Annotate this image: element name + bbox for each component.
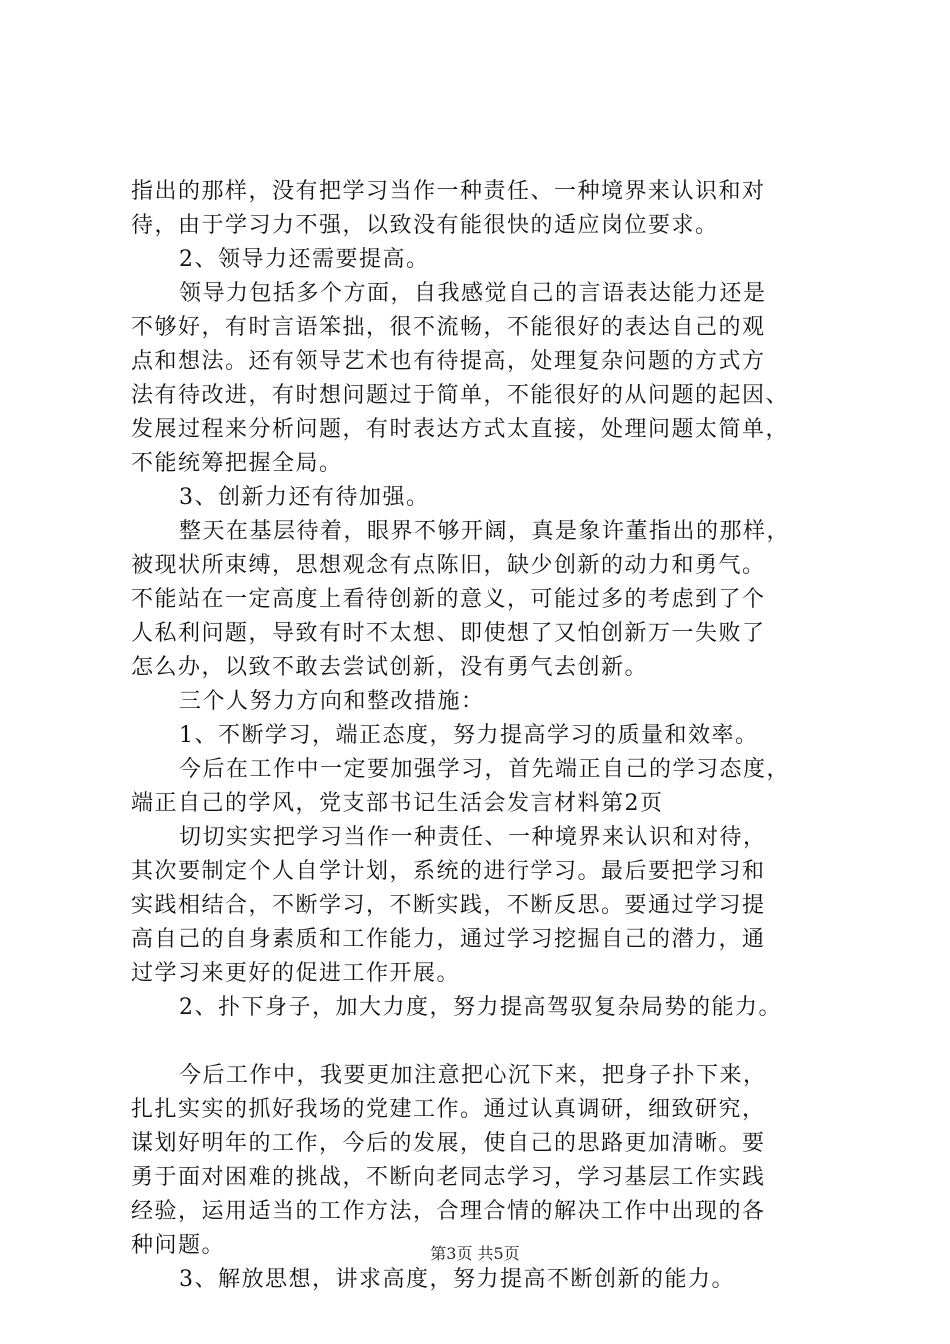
paragraph-line: 法有待改进，有时想问题过于简单，不能很好的从问题的起因、: [131, 383, 790, 408]
document-body: [131, 175, 831, 1297]
paragraph-line: 谋划好明年的工作，今后的发展，使自己的思路更加清晰。要: [131, 1131, 766, 1156]
paragraph-line: 经验，运用适当的工作方法，合理合情的解决工作中出现的各: [131, 1199, 766, 1224]
paragraph-line: 不能统筹把握全局。: [131, 451, 343, 476]
paragraph-line: 不能站在一定高度上看待创新的意义，可能过多的考虑到了个: [131, 587, 766, 612]
paragraph-line: 今后工作中，我要更加注意把心沉下来，把身子扑下来，: [179, 1063, 767, 1088]
paragraph-line: 发展过程来分析问题，有时表达方式太直接，处理问题太简单，: [131, 417, 790, 442]
paragraph-line: 人私利问题，导致有时不太想、即使想了又怕创新万一失败了: [131, 621, 766, 646]
page-footer: [0, 1244, 950, 1264]
paragraph-line: 点和想法。还有领导艺术也有待提高，处理复杂问题的方式方: [131, 349, 766, 374]
paragraph-line: 切切实实把学习当作一种责任、一种境界来认识和对待，: [179, 825, 767, 850]
section-heading: 三个人努力方向和整改措施：: [179, 689, 485, 714]
paragraph-line: 被现状所束缚，思想观念有点陈旧，缺少创新的动力和勇气。: [131, 553, 766, 578]
paragraph-line: 端正自己的学风，党支部书记生活会发言材料第2页: [131, 791, 664, 816]
paragraph-line: 实践相结合，不断学习，不断实践，不断反思。要通过学习提: [131, 893, 766, 918]
paragraph-line: 领导力包括多个方面，自我感觉自己的言语表达能力还是: [179, 281, 767, 306]
blank-line: [131, 1025, 831, 1059]
page-number: 第3页 共5页: [430, 1244, 520, 1263]
section-heading: 2、领导力还需要提高。: [179, 247, 430, 272]
paragraph-line: 怎么办，以致不敢去尝试创新，没有勇气去创新。: [131, 655, 649, 680]
paragraph-line: 指出的那样，没有把学习当作一种责任、一种境界来认识和对: [131, 179, 766, 204]
section-heading: 2、扑下身子，加大力度，努力提高驾驭复杂局势的能力。: [179, 995, 782, 1020]
paragraph-line: 过学习来更好的促进工作开展。: [131, 961, 461, 986]
paragraph-line: 扎扎实实的抓好我场的党建工作。通过认真调研，细致研究，: [131, 1097, 766, 1122]
paragraph-line: 种问题。: [131, 1233, 226, 1258]
paragraph-line: 高自己的自身素质和工作能力，通过学习挖掘自己的潜力，通: [131, 927, 766, 952]
paragraph-line: 勇于面对困难的挑战，不断向老同志学习，学习基层工作实践: [131, 1165, 766, 1190]
paragraph-line: 整天在基层待着，眼界不够开阔，真是象许董指出的那样，: [179, 519, 791, 544]
paragraph-line: 不够好，有时言语笨拙，很不流畅，不能很好的表达自己的观: [131, 315, 766, 340]
section-heading: 1、不断学习，端正态度，努力提高学习的质量和效率。: [179, 723, 759, 748]
section-heading: 3、创新力还有待加强。: [179, 485, 430, 510]
section-heading: 3、解放思想，讲求高度，努力提高不断创新的能力。: [179, 1267, 735, 1292]
paragraph-line: 今后在工作中一定要加强学习，首先端正自己的学习态度，: [179, 757, 791, 782]
paragraph-line: 其次要制定个人自学计划，系统的进行学习。最后要把学习和: [131, 859, 766, 884]
paragraph-line: 待，由于学习力不强，以致没有能很快的适应岗位要求。: [131, 213, 719, 238]
